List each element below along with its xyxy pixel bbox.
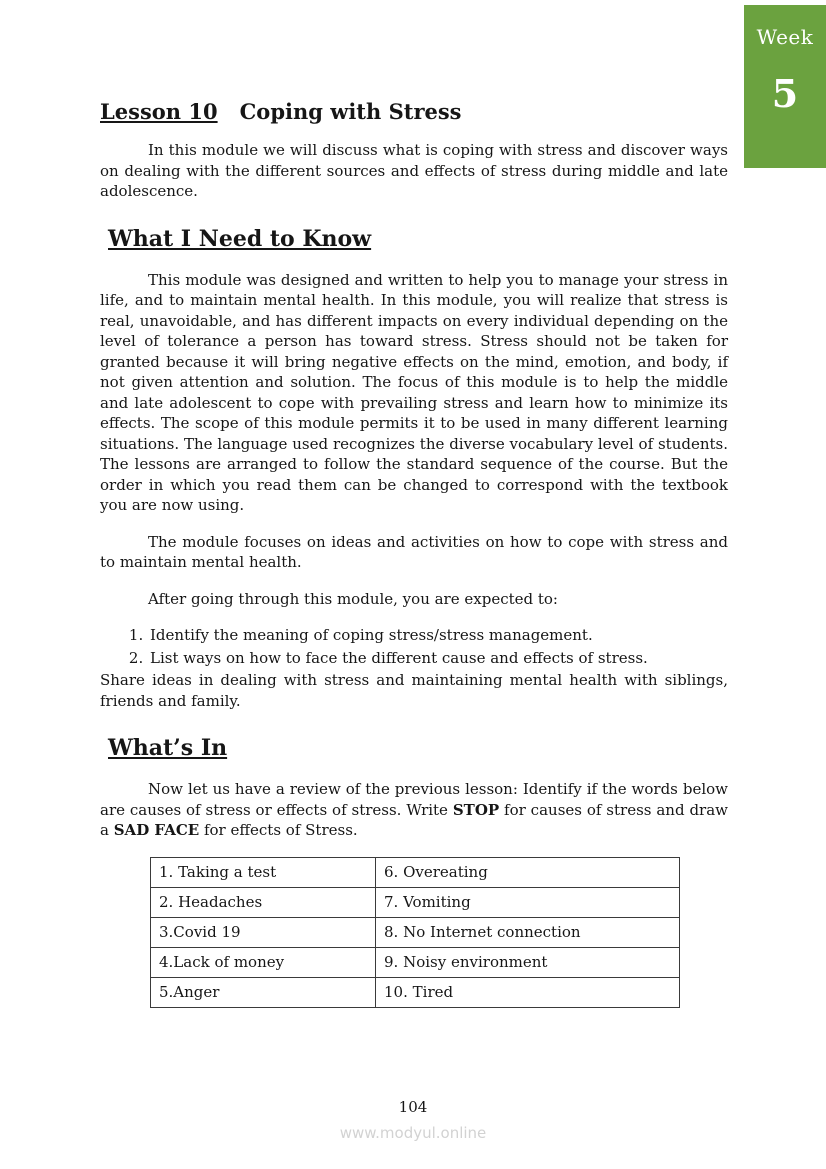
table-cell: 8. No Internet connection [376, 917, 680, 947]
need-to-know-paragraph-3: After going through this module, you are expected to: [148, 589, 558, 608]
lesson-intro-paragraph: In this module we will discuss what is coping with stress and discover ways on dealing with the different sources and effects of stress during middle and late adolescence. [100, 141, 728, 200]
table-cell: 9. Noisy environment [376, 947, 680, 977]
page-content [100, 98, 728, 1008]
need-to-know-paragraph-2: The module focuses on ideas and activities on how to cope with stress and to maintain mental health. [100, 532, 728, 571]
table-row [151, 977, 680, 1007]
section-heading-what-i-need-to-know: What I Need to Know [108, 225, 372, 252]
table-cell: 6. Overeating [376, 857, 680, 887]
table-row [151, 887, 680, 917]
week-number: 5 [771, 71, 799, 116]
sad-face-keyword: SAD FACE [113, 821, 200, 839]
lesson-title [100, 98, 728, 126]
instruction-text: Now let us have a review of the previous lesson: Identify if the words below are causes of stress or effects of stress. Write [100, 780, 728, 819]
stop-keyword: STOP [452, 800, 500, 819]
table-cell: 2. Headaches [151, 887, 376, 917]
instruction-text: for effects of Stress. [199, 821, 358, 839]
stress-review-table [150, 857, 680, 1008]
table-row [151, 857, 680, 887]
objective-item: 2. List ways on how to face the different cause and effects of stress. [148, 648, 728, 669]
table-cell: 7. Vomiting [376, 887, 680, 917]
table-cell: 4.Lack of money [151, 947, 376, 977]
week-badge [744, 5, 826, 168]
lesson-number: Lesson 10 [100, 99, 218, 124]
page-number: 104 [398, 1098, 428, 1116]
table-cell: 1. Taking a test [151, 857, 376, 887]
watermark-text: www.modyul.online [339, 1124, 487, 1142]
table-cell: 10. Tired [376, 977, 680, 1007]
lesson-title-text: Coping with Stress [239, 99, 462, 124]
table-row [151, 917, 680, 947]
table-cell: 3.Covid 19 [151, 917, 376, 947]
objectives-list [100, 625, 728, 668]
need-to-know-paragraph-1: This module was designed and written to help you to manage your stress in life, and to maintain mental health. In this module, you will realize that stress is real, unavoidable, and has different impacts on every individual depending on the level of tolerance a person has toward stress. Stress should not be taken for granted because it will bring negative effects on the mind, emotion, and body, if not given attention and solution. The focus of this module is to help the middle and late adolescent to cope with prevailing stress and learn how to minimize its effects. The scope of this module permits it to be used in many different learning situations. The language used recognizes the diverse vocabulary level of students. The lessons are arranged to follow the standard sequence of the course. But the order in which you read them can be changed to correspond with the textbook you are now using. [100, 270, 728, 514]
table-row [151, 947, 680, 977]
objective-item: 1. Identify the meaning of coping stress/stress management. [148, 625, 728, 646]
whats-in-instructions [100, 779, 728, 841]
week-label: Week [756, 25, 814, 49]
table-cell: 5.Anger [151, 977, 376, 1007]
share-note-paragraph: Share ideas in dealing with stress and maintaining mental health with siblings, friends and family. [100, 671, 728, 710]
section-heading-whats-in: What’s In [108, 735, 228, 761]
instruction-text: for causes of stress and draw a [100, 800, 728, 839]
